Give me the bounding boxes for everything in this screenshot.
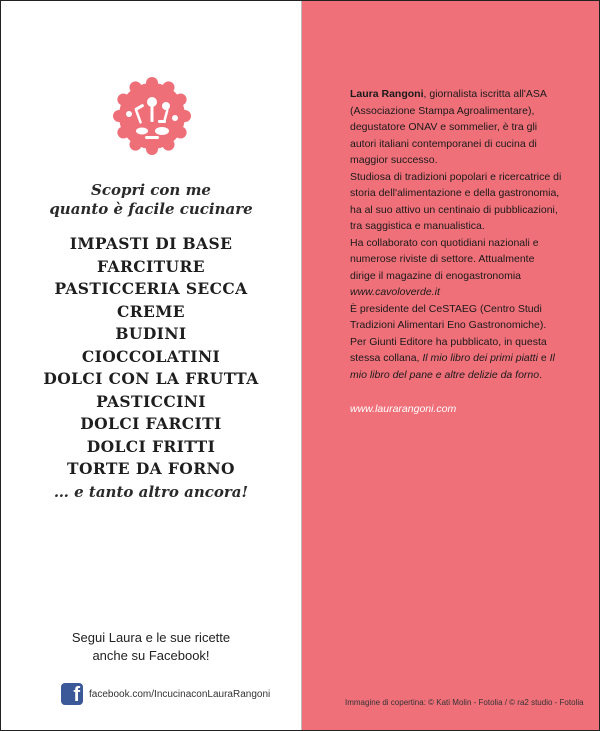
author-name: Laura Rangoni [350,88,424,100]
topic-item: CIOCCOLATINI [81,346,221,366]
facebook-invite-line-1: Segui Laura e le sue ricette [71,630,231,645]
author-bio [350,86,562,383]
facebook-url[interactable]: facebook.com/IncucinaconLauraRangoni [89,688,271,700]
cooking-utensils-emblem-icon [112,76,192,156]
left-panel [1,1,302,730]
bio-text: Per Giunti Editore ha pubblicato, in questa stessa collana, [350,335,547,364]
bio-paragraph-5 [350,334,562,384]
topic-item: DOLCI CON LA FRUTTA [43,369,259,388]
topic-item: DOLCI FARCITI [80,414,222,433]
bio-text: e [537,352,550,364]
topic-item: FARCITURE [97,256,205,276]
tagline-line-2: quanto è facile cucinare [49,200,253,218]
topic-item: PASTICCERIA SECCA [54,279,248,298]
topic-item: TORTE DA FORNO [67,459,235,478]
bio-paragraph-2: Studiosa di tradizioni popolari e ricercatrice di storia dell'alimentazione e della gastronomia, ha al suo attivo un centinaio di pubblicazioni, tra saggistica e manualistica. [350,170,562,232]
image-credit: Immagine di copertina: © Kati Molin - Fotolia / © ra2 studio - Fotolia [345,698,584,707]
author-website-link[interactable]: www.laurarangoni.com [350,403,457,415]
book-title-2: Il mio libro del pane e altre delizie da forno [350,352,555,381]
facebook-link[interactable] [61,681,270,707]
topic-item: PASTICCINI [96,391,206,411]
facebook-icon: f [61,683,83,705]
bio-text: Ha collaborato con quotidiani nazionali e numerose riviste di settore. Attualmente dirige il magazine di enogastronomia [350,236,539,282]
topic-item: IMPASTI DI BASE [69,234,233,253]
right-panel [302,1,599,730]
bio-paragraph-4: È presidente del CeSTAEG (Centro Studi Tradizioni Alimentari Eno Gastronomiche). [350,302,547,331]
facebook-invite [1,629,301,665]
topic-item: CREME [116,301,185,321]
book-title-1: Il mio libro dei primi piatti [422,352,538,364]
topics-list [1,233,301,481]
closing-phrase: … e tanto altro ancora! [53,483,249,501]
bio-paragraph-3 [350,235,562,301]
bio-paragraph-1 [350,86,562,169]
bio-text: , giornalista iscritta all'ASA (Associazione Stampa Agroalimentare), degustatore ONAV e sommelier, è tra gli autori italiani contemporanei di cucina di maggior successo. [350,88,547,166]
tagline-line-1: Scopri con me [91,181,211,199]
facebook-invite-line-2: anche su Facebook! [92,648,210,663]
topic-item: DOLCI FRITTI [86,436,216,456]
topic-item: BUDINI [115,324,187,343]
bio-text: . [539,368,543,381]
magazine-link[interactable]: www.cavoloverde.it [350,286,440,298]
